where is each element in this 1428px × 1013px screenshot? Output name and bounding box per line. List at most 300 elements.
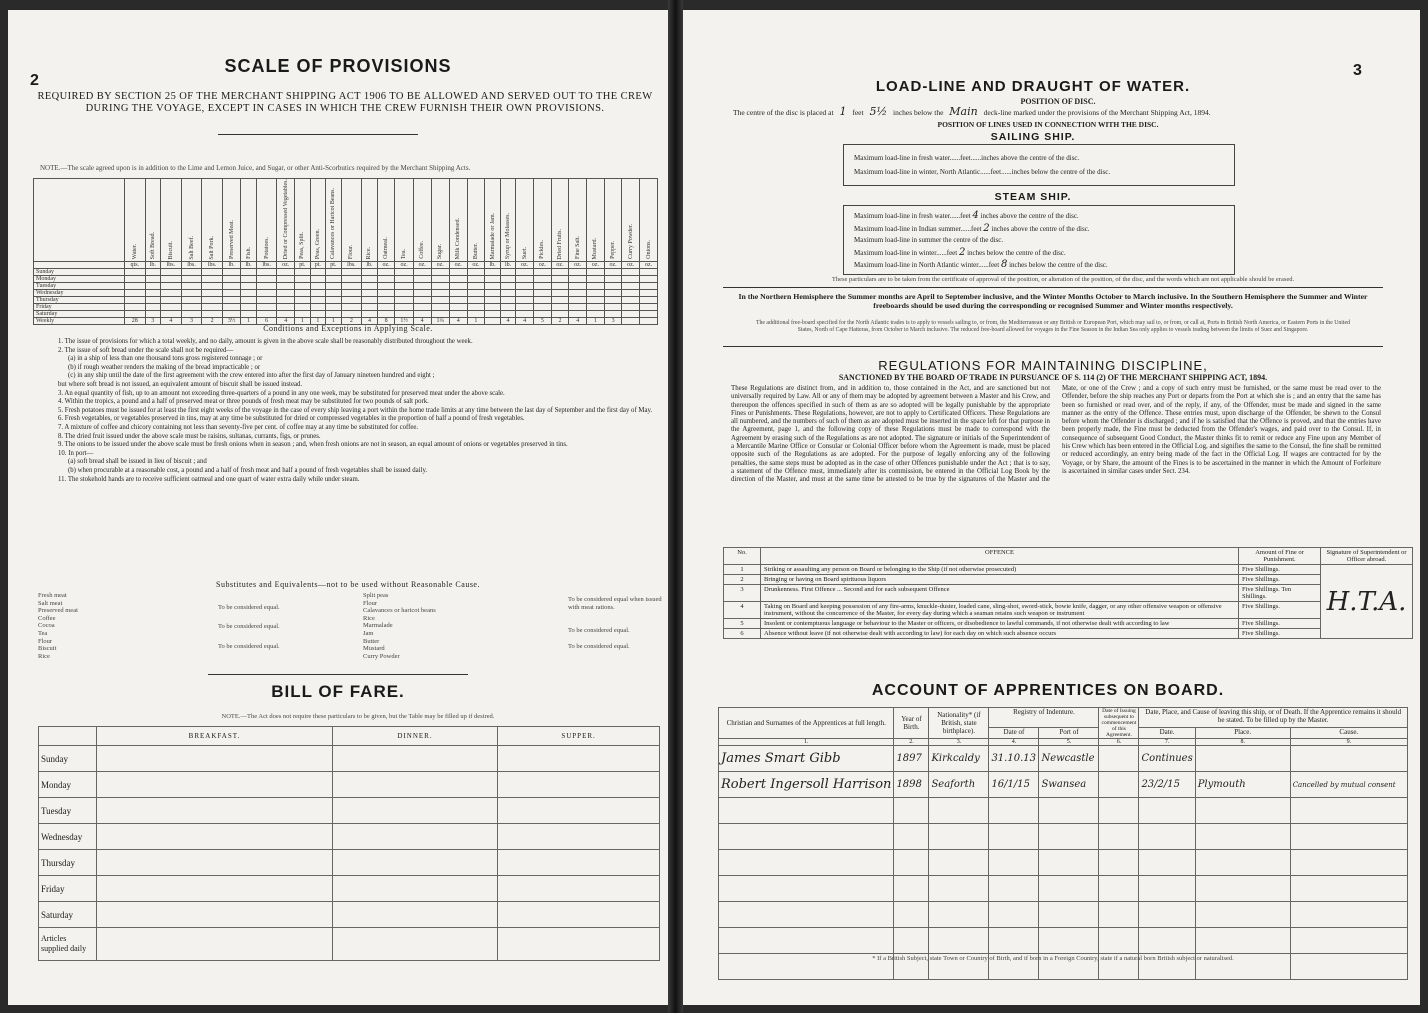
scale-cell bbox=[202, 269, 223, 276]
scale-cell bbox=[377, 304, 395, 311]
unit-cell: lbs. bbox=[256, 262, 277, 269]
offence-fine: Five Shillings. Ten Shillings. bbox=[1239, 585, 1321, 602]
scale-cell bbox=[431, 269, 449, 276]
provision-column-label: Calavances or Haricot Beans. bbox=[330, 188, 337, 260]
scale-cell bbox=[125, 311, 146, 318]
provision-column-label: Dried or Compressed Vegetables. bbox=[282, 179, 289, 260]
scale-cell bbox=[413, 297, 431, 304]
apprentice-cause bbox=[1290, 928, 1407, 954]
fare-day-header bbox=[39, 727, 97, 746]
scale-cell bbox=[551, 269, 569, 276]
scale-cell bbox=[467, 283, 485, 290]
scale-cell bbox=[431, 304, 449, 311]
reg-subtitle: SANCTIONED BY THE BOARD OF TRADE IN PURSUANCE OF S. 114 (2) OF THE MERCHANT SHIPPING ACT, 1894. bbox=[838, 373, 1268, 382]
scale-cell bbox=[449, 269, 467, 276]
scale-cell bbox=[569, 269, 587, 276]
day-row bbox=[34, 269, 658, 276]
scale-cell bbox=[277, 283, 295, 290]
scale-cell bbox=[241, 297, 257, 304]
scale-cell bbox=[202, 276, 223, 283]
condition-item: 6. Fresh vegetables, or vegetables preserved in tins, may at any time be substituted for dried or compressed vegetables in the proportion of half a pound of fresh vegetables. bbox=[58, 415, 525, 423]
column-number: 6. bbox=[1099, 739, 1139, 746]
scale-cell bbox=[604, 283, 622, 290]
scale-cell bbox=[500, 290, 516, 297]
scale-cell bbox=[533, 276, 551, 283]
offences-table bbox=[723, 547, 1413, 639]
disc-text: The centre of the disc is placed at bbox=[733, 108, 834, 117]
apprentice-cause bbox=[1290, 798, 1407, 824]
condition-item: 3. An equal quantity of fish, up to an amount not exceeding three-quarters of a pound in any one week, may be substituted for preserved meat under the above scale. bbox=[58, 389, 505, 397]
scale-cell bbox=[431, 276, 449, 283]
offence-number: 6 bbox=[724, 629, 761, 639]
provision-column-header bbox=[310, 179, 326, 262]
apprentice-ldate bbox=[1139, 798, 1195, 824]
weekly-cell: 3 bbox=[181, 318, 202, 325]
scale-cell bbox=[516, 283, 534, 290]
fare-title: BILL OF FARE. bbox=[271, 682, 405, 701]
provision-column-label: Marmalade or Jam. bbox=[489, 212, 496, 260]
scale-cell bbox=[640, 304, 658, 311]
fare-cell bbox=[332, 746, 497, 772]
weekly-cell: 5 bbox=[533, 318, 551, 325]
fare-cell bbox=[97, 798, 333, 824]
scale-cell bbox=[161, 297, 182, 304]
apprentice-year bbox=[894, 798, 929, 824]
scale-cell bbox=[569, 290, 587, 297]
offence-fine: Five Shillings. bbox=[1239, 619, 1321, 629]
unit-cell: lb. bbox=[485, 262, 501, 269]
weekly-cell: 4 bbox=[161, 318, 182, 325]
weekly-cell: 1½ bbox=[395, 318, 413, 325]
steam-hand-4: 8 bbox=[1000, 259, 1008, 270]
apprentice-port: Newcastle bbox=[1039, 746, 1099, 772]
substitute-item: Fresh meat bbox=[38, 592, 67, 599]
fare-row bbox=[39, 824, 660, 850]
condition-item: 8. The dried fruit issued under the above scale must be raisins, sultanas, currants, figs, or prunes. bbox=[58, 432, 321, 440]
apprentice-name bbox=[719, 876, 894, 902]
offence-text: Insolent or contemptuous language or behaviour to the Master or officers, or disobedience to lawful commands, if not otherwise dealt with according to law bbox=[761, 619, 1239, 629]
unit-cell: oz. bbox=[569, 262, 587, 269]
scale-cell bbox=[145, 276, 161, 283]
left-page bbox=[8, 10, 668, 1005]
fare-cell bbox=[498, 876, 660, 902]
offence-text: Taking on Board and keeping possession of any fire-arms, knuckle-duster, loaded cane, sling-shot, sword-stick, bowie knife, dagger, or any other offensive weapon or offensive instrument, without the concurrence of the Master, for every day during which a seaman retains such weapon or instrument bbox=[761, 602, 1239, 619]
scale-cell bbox=[431, 311, 449, 318]
book-gutter bbox=[668, 0, 683, 1013]
apprentice-year: 1898 bbox=[894, 772, 929, 798]
provision-column-header bbox=[551, 179, 569, 262]
apprentice-date: 16/1/15 bbox=[989, 772, 1039, 798]
fare-cell bbox=[332, 850, 497, 876]
scale-cell bbox=[145, 304, 161, 311]
scale-cell bbox=[413, 290, 431, 297]
scale-cell bbox=[413, 283, 431, 290]
apprentice-nat: Seaforth bbox=[929, 772, 989, 798]
apprentice-date bbox=[989, 928, 1039, 954]
apprentice-year bbox=[894, 824, 929, 850]
provision-column-header bbox=[161, 179, 182, 262]
fare-row bbox=[39, 850, 660, 876]
scale-cell bbox=[326, 297, 342, 304]
apprentice-year bbox=[894, 902, 929, 928]
unit-cell: lb. bbox=[145, 262, 161, 269]
scale-cell bbox=[310, 297, 326, 304]
scale-cell bbox=[181, 269, 202, 276]
condition-item: 1. The issue of provisions for which a total weekly, and no daily, amount is given in the above scale shall be reasonably distributed throughout the week. bbox=[58, 338, 473, 345]
substitute-item: Mustard bbox=[363, 645, 385, 653]
offence-row bbox=[724, 629, 1413, 639]
scale-cell bbox=[587, 283, 605, 290]
offence-row bbox=[724, 619, 1413, 629]
unit-cell: oz. bbox=[431, 262, 449, 269]
condition-item: (c) in any ship until the date of the first agreement with the crew entered into after the first day of January nineteen hundred and eight ; bbox=[68, 372, 435, 380]
scale-cell bbox=[241, 283, 257, 290]
apprentice-port bbox=[1039, 824, 1099, 850]
fare-cell bbox=[498, 850, 660, 876]
app-col-port: Port of bbox=[1039, 728, 1099, 739]
disc-feet: 1 bbox=[839, 105, 847, 118]
provision-column-header bbox=[587, 179, 605, 262]
unit-cell: oz. bbox=[551, 262, 569, 269]
scale-cell bbox=[241, 311, 257, 318]
scale-cell bbox=[277, 304, 295, 311]
day-label: Friday bbox=[34, 304, 125, 311]
scale-cell bbox=[395, 290, 413, 297]
scale-cell bbox=[449, 290, 467, 297]
weekly-cell: 4 bbox=[362, 318, 378, 325]
apprentice-name bbox=[719, 798, 894, 824]
scale-cell bbox=[161, 311, 182, 318]
offence-text: Drunkenness. First Offence ... Second and for each subsequent Offence bbox=[761, 585, 1239, 602]
day-label: Saturday bbox=[34, 311, 125, 318]
scale-cell bbox=[295, 290, 311, 297]
provision-column-label: Fine Salt. bbox=[574, 236, 581, 260]
provision-column-header bbox=[222, 179, 240, 262]
scale-cell bbox=[395, 269, 413, 276]
apprentice-ldate bbox=[1139, 824, 1195, 850]
provision-column-header bbox=[467, 179, 485, 262]
condition-item: 7. A mixture of coffee and chicory containing not less than seventy-five per cent. of coffee may at any time be substituted for coffee. bbox=[58, 423, 419, 431]
apprentice-name: Robert Ingersoll Harrison bbox=[719, 772, 894, 798]
scale-cell bbox=[222, 269, 240, 276]
fare-cell bbox=[332, 902, 497, 928]
scale-cell bbox=[449, 276, 467, 283]
scale-cell bbox=[533, 304, 551, 311]
provision-column-label: Biscuit. bbox=[167, 240, 174, 260]
scale-cell bbox=[485, 311, 501, 318]
condition-item: (b) if rough weather renders the making of the bread impracticable ; or bbox=[68, 363, 261, 371]
scale-cell bbox=[256, 269, 277, 276]
apprentice-issue bbox=[1099, 928, 1139, 954]
fare-day-label: Saturday bbox=[39, 902, 97, 928]
provision-column-header bbox=[431, 179, 449, 262]
offence-row bbox=[724, 565, 1413, 575]
weekly-cell: 2 bbox=[341, 318, 362, 325]
scale-cell bbox=[533, 311, 551, 318]
fare-day-label: Thursday bbox=[39, 850, 97, 876]
apprentice-place bbox=[1195, 850, 1290, 876]
scale-cell bbox=[622, 276, 640, 283]
page-number: 3 bbox=[1353, 62, 1362, 79]
provision-column-label: Salt Beef. bbox=[188, 235, 195, 260]
offence-fine: Five Shillings. bbox=[1239, 602, 1321, 619]
fare-column-header: BREAKFAST. bbox=[97, 727, 333, 746]
scale-cell bbox=[181, 276, 202, 283]
unit-cell: lb. bbox=[222, 262, 240, 269]
fare-row bbox=[39, 746, 660, 772]
substitute-item: Split peas bbox=[363, 592, 389, 599]
page-number: 2 bbox=[30, 72, 39, 89]
scale-note: NOTE.—The scale agreed upon is in addition to the Lime and Lemon Juice, and Sugar, or other Anti-Scorbutics required by the Merchant Shipping Acts. bbox=[40, 164, 471, 172]
weekly-cell: 3 bbox=[604, 318, 622, 325]
sailing-box bbox=[843, 144, 1235, 186]
scale-cell bbox=[431, 290, 449, 297]
scale-cell bbox=[181, 311, 202, 318]
column-number: 9. bbox=[1290, 739, 1407, 746]
fare-cell bbox=[498, 902, 660, 928]
scale-cell bbox=[362, 290, 378, 297]
scale-cell bbox=[277, 290, 295, 297]
fare-row bbox=[39, 928, 660, 961]
page-subtitle: REQUIRED BY SECTION 25 OF THE MERCHANT SHIPPING ACT 1906 TO BE ALLOWED AND SERVED OUT TO THE CREW DURING THE VOYAGE, EXCEPT IN CASES IN WHICH THE CREW FURNISH THEIR OWN PROVISIONS. bbox=[37, 91, 653, 114]
apprentice-row bbox=[719, 772, 1408, 798]
apprentice-row bbox=[719, 824, 1408, 850]
scale-cell bbox=[622, 297, 640, 304]
scale-cell bbox=[377, 269, 395, 276]
apprentice-nat bbox=[929, 850, 989, 876]
substitute-item: Preserved meat bbox=[38, 607, 78, 615]
lines-heading: POSITION OF LINES USED IN CONNECTION WITH THE DISC. bbox=[937, 120, 1159, 129]
provision-column-header bbox=[533, 179, 551, 262]
disc-line: The centre of the disc is placed at 1 feet 5½ inches below the Main deck-line marked under the provisions of the Merchant Shipping Act, 1894. bbox=[733, 105, 1211, 118]
scale-cell bbox=[533, 269, 551, 276]
scale-cell bbox=[500, 297, 516, 304]
scale-cell bbox=[161, 269, 182, 276]
scale-cell bbox=[125, 297, 146, 304]
divider bbox=[218, 134, 418, 135]
unit-cell: lbs. bbox=[202, 262, 223, 269]
app-group-indenture: Registry of Indenture. bbox=[989, 708, 1099, 728]
unit-cell: lbs. bbox=[161, 262, 182, 269]
scale-cell bbox=[377, 290, 395, 297]
scale-cell bbox=[485, 290, 501, 297]
scale-cell bbox=[326, 290, 342, 297]
fare-column-header: SUPPER. bbox=[498, 727, 660, 746]
offence-text: Absence without leave (if not otherwise dealt with according to law) for each day on which such absence occurs bbox=[761, 629, 1239, 639]
scale-cell bbox=[449, 311, 467, 318]
apprentice-nat: Kirkcaldy bbox=[929, 746, 989, 772]
scale-cell bbox=[516, 297, 534, 304]
scale-cell bbox=[551, 297, 569, 304]
substitute-item: Curry Powder bbox=[363, 652, 400, 660]
substitute-item: Calavances or haricot beans bbox=[363, 607, 436, 615]
scale-cell bbox=[640, 276, 658, 283]
scale-cell bbox=[202, 297, 223, 304]
app-group-leave: Date, Place, and Cause of leaving this ship, or of Death. If the Apprentice remains it should be stated. To be filled up by the Master. bbox=[1139, 708, 1408, 728]
fare-row bbox=[39, 902, 660, 928]
offence-number: 1 bbox=[724, 565, 761, 575]
disc-rest: deck-line marked under the provisions of the Merchant Shipping Act, 1894. bbox=[983, 108, 1211, 117]
weekly-cell: 1 bbox=[467, 318, 485, 325]
equal-label-4: To be considered equal. bbox=[568, 627, 630, 634]
apprentice-year: 1897 bbox=[894, 746, 929, 772]
provision-column-header bbox=[202, 179, 223, 262]
column-number: 3. bbox=[929, 739, 989, 746]
apprentice-name bbox=[719, 902, 894, 928]
apprentice-name bbox=[719, 824, 894, 850]
unit-cell: oz. bbox=[413, 262, 431, 269]
scale-cell bbox=[326, 311, 342, 318]
equal-label-3: To be considered equal. bbox=[218, 643, 280, 650]
fare-cell bbox=[498, 746, 660, 772]
condition-item: 11. The stokehold hands are to receive sufficient oatmeal and one quart of water extra daily while under steam. bbox=[58, 475, 360, 483]
unit-cell: oz. bbox=[516, 262, 534, 269]
apprentice-name bbox=[719, 928, 894, 954]
scale-cell bbox=[326, 276, 342, 283]
substitute-item: Flour bbox=[38, 637, 53, 645]
scale-cell bbox=[569, 276, 587, 283]
fare-cell bbox=[97, 850, 333, 876]
sailing-line: Maximum load-line in winter, North Atlantic......feet......inches below the centre of the disc. bbox=[854, 168, 1111, 176]
offence-fine: Five Shillings. bbox=[1239, 565, 1321, 575]
fare-cell bbox=[332, 824, 497, 850]
scale-cell bbox=[395, 311, 413, 318]
unit-cell: oz. bbox=[640, 262, 658, 269]
app-col-name: Christian and Surnames of the Apprentices at full length. bbox=[719, 708, 894, 739]
substitute-item: Butter bbox=[363, 637, 380, 645]
scale-cell bbox=[622, 290, 640, 297]
scale-cell bbox=[310, 304, 326, 311]
apprentice-ldate bbox=[1139, 928, 1195, 954]
divider bbox=[723, 346, 1383, 347]
scale-cell bbox=[587, 297, 605, 304]
provision-column-label: Fish. bbox=[245, 247, 252, 260]
scale-cell bbox=[500, 304, 516, 311]
scale-cell bbox=[161, 276, 182, 283]
apprentice-port bbox=[1039, 928, 1099, 954]
day-row bbox=[34, 283, 658, 290]
unit-cell: oz. bbox=[449, 262, 467, 269]
scale-cell bbox=[413, 311, 431, 318]
scale-cell bbox=[640, 311, 658, 318]
scale-cell bbox=[125, 269, 146, 276]
scale-cell bbox=[587, 276, 605, 283]
scale-cell bbox=[241, 304, 257, 311]
weekly-cell: 4 bbox=[569, 318, 587, 325]
scale-cell bbox=[362, 276, 378, 283]
app-col-date: Date of bbox=[989, 728, 1039, 739]
fare-column-header: DINNER. bbox=[332, 727, 497, 746]
provision-column-header bbox=[500, 179, 516, 262]
apprentices-title: ACCOUNT OF APPRENTICES ON BOARD. bbox=[871, 682, 1225, 699]
provision-column-label: Suet. bbox=[521, 247, 528, 260]
substitute-item: Biscuit bbox=[38, 645, 57, 653]
unit-cell: lb. bbox=[500, 262, 516, 269]
scale-cell bbox=[516, 276, 534, 283]
scale-cell bbox=[640, 297, 658, 304]
scale-cell bbox=[533, 283, 551, 290]
apprentice-port: Swansea bbox=[1039, 772, 1099, 798]
reg-title: REGULATIONS FOR MAINTAINING DISCIPLINE, bbox=[878, 358, 1208, 373]
apprentice-row bbox=[719, 902, 1408, 928]
scale-cell bbox=[640, 290, 658, 297]
loadline-title: LOAD-LINE AND DRAUGHT OF WATER. bbox=[875, 78, 1191, 95]
right-page bbox=[683, 10, 1420, 1005]
scale-cell bbox=[640, 283, 658, 290]
weekly-cell: 4 bbox=[277, 318, 295, 325]
scale-cell bbox=[604, 269, 622, 276]
divider bbox=[208, 674, 468, 675]
scale-cell bbox=[202, 290, 223, 297]
scale-cell bbox=[256, 290, 277, 297]
app-col-year: Year of Birth. bbox=[894, 708, 929, 739]
apprentice-place bbox=[1195, 824, 1290, 850]
unit-cell: oz. bbox=[604, 262, 622, 269]
scale-cell bbox=[516, 290, 534, 297]
offence-row bbox=[724, 575, 1413, 585]
scale-cell bbox=[256, 283, 277, 290]
apprentice-cause bbox=[1290, 824, 1407, 850]
scale-cell bbox=[295, 283, 311, 290]
apprentice-nat bbox=[929, 798, 989, 824]
apprentice-issue bbox=[1099, 746, 1139, 772]
provision-column-label: Peas, Split. bbox=[299, 232, 306, 260]
scale-cell bbox=[587, 269, 605, 276]
fare-row bbox=[39, 798, 660, 824]
provision-column-label: Potatoes. bbox=[263, 237, 270, 260]
provision-column-header bbox=[395, 179, 413, 262]
day-row bbox=[34, 276, 658, 283]
provision-column-label: Sugar. bbox=[437, 244, 444, 260]
app-col-cause: Cause. bbox=[1290, 728, 1407, 739]
fare-row bbox=[39, 876, 660, 902]
scale-cell bbox=[310, 283, 326, 290]
scale-cell bbox=[467, 304, 485, 311]
provision-column-label: Dried Fruits. bbox=[557, 228, 564, 260]
provision-column-header bbox=[362, 179, 378, 262]
fare-cell bbox=[97, 902, 333, 928]
scale-cell bbox=[485, 297, 501, 304]
apprentice-issue bbox=[1099, 824, 1139, 850]
apprentice-cause bbox=[1290, 850, 1407, 876]
apprentice-row bbox=[719, 746, 1408, 772]
unit-cell: oz. bbox=[377, 262, 395, 269]
provision-column-label: Water. bbox=[131, 243, 138, 260]
scale-cell bbox=[516, 269, 534, 276]
unit-cell: pt. bbox=[326, 262, 342, 269]
scale-cell bbox=[604, 290, 622, 297]
fare-day-label: Sunday bbox=[39, 746, 97, 772]
apprentice-place bbox=[1195, 902, 1290, 928]
unit-cell: oz. bbox=[533, 262, 551, 269]
scale-cell bbox=[222, 283, 240, 290]
day-column-header bbox=[34, 179, 125, 262]
provision-column-label: Pickles. bbox=[539, 240, 546, 260]
scale-cell bbox=[485, 283, 501, 290]
weekly-cell: 1 bbox=[295, 318, 311, 325]
day-row bbox=[34, 297, 658, 304]
scale-cell bbox=[145, 283, 161, 290]
weekly-cell: 8 bbox=[377, 318, 395, 325]
condition-item: (a) soft bread shall be issued in lieu of biscuit ; and bbox=[68, 458, 207, 466]
app-col-issue: Date of Issuing subsequent to commencement of this Agreement. bbox=[1099, 708, 1139, 739]
apprentice-date bbox=[989, 902, 1039, 928]
offence-column-header: Amount of Fine or Punishment. bbox=[1239, 548, 1321, 565]
substitute-item: Jam bbox=[363, 629, 374, 637]
scale-cell bbox=[551, 304, 569, 311]
offence-fine: Five Shillings. bbox=[1239, 575, 1321, 585]
scale-cell bbox=[395, 297, 413, 304]
